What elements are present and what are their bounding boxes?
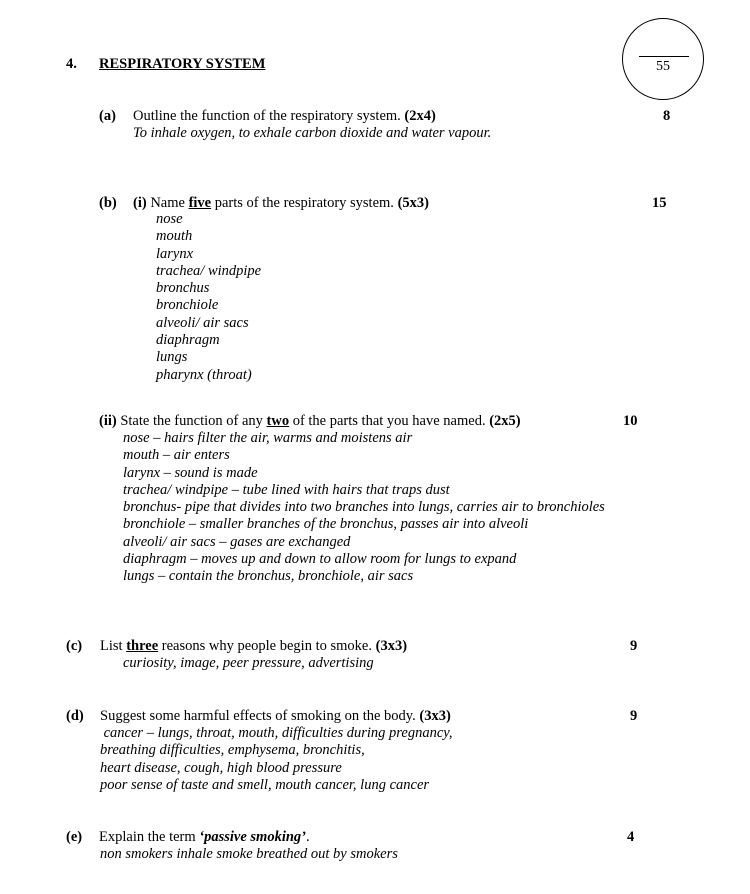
part-b-i-post: parts of the respiratory system. xyxy=(211,195,394,211)
part-c-alloc: (3x3) xyxy=(375,638,408,654)
answer-line: breathing difficulties, emphysema, bronchitis, xyxy=(100,742,365,759)
section-title: RESPIRATORY SYSTEM xyxy=(99,56,266,72)
part-b-ii-alloc: (2x5) xyxy=(489,413,521,429)
answer-line: mouth – air enters xyxy=(123,447,230,464)
answer-line: trachea/ windpipe xyxy=(156,262,262,279)
part-c-answer: curiosity, image, peer pressure, advertising xyxy=(123,655,374,671)
part-b-i-marks: 15 xyxy=(652,195,667,211)
part-a-question xyxy=(133,108,436,125)
part-e-question xyxy=(99,829,310,846)
answer-line: larynx – sound is made xyxy=(123,464,258,481)
part-a-marks: 8 xyxy=(663,108,671,124)
answer-line: bronchus xyxy=(156,280,210,297)
part-b-label: (b) xyxy=(99,195,117,211)
answer-line: lungs xyxy=(156,349,188,366)
part-b-ii-answers xyxy=(123,430,605,586)
part-d-answers xyxy=(100,725,453,794)
part-a-question-text: Outline the function of the respiratory system. xyxy=(133,108,401,124)
part-e-term: ‘passive smoking’ xyxy=(199,829,306,845)
part-a-alloc: (2x4) xyxy=(404,108,436,124)
total-marks-divider xyxy=(639,56,689,57)
answer-line: nose – hairs filter the air, warms and moistens air xyxy=(123,430,413,446)
answer-line: diaphragm – moves up and down to allow room for lungs to expand xyxy=(123,551,517,568)
question-number: 4. xyxy=(66,56,77,72)
part-b-i-pre: Name xyxy=(150,195,189,211)
part-d-label: (d) xyxy=(66,708,84,724)
part-b-ii-post: of the parts that you have named. xyxy=(289,413,486,429)
part-a-label: (a) xyxy=(99,108,116,124)
part-b-i-label: (i) xyxy=(133,195,147,211)
part-a-answer: To inhale oxygen, to exhale carbon dioxide and water vapour. xyxy=(133,125,492,141)
part-c-question xyxy=(100,638,407,655)
part-c-emph: three xyxy=(126,638,159,654)
answer-line: alveoli/ air sacs xyxy=(156,314,249,331)
answer-line: poor sense of taste and smell, mouth cancer, lung cancer xyxy=(100,776,430,793)
answer-line: cancer – lungs, throat, mouth, difficulties during pregnancy, xyxy=(100,725,453,741)
part-d-marks: 9 xyxy=(630,708,638,724)
part-c-pre: List xyxy=(100,638,127,654)
answer-line: larynx xyxy=(156,245,194,262)
part-c-post: reasons why people begin to smoke. xyxy=(158,638,372,654)
part-e-pre: Explain the term xyxy=(99,829,200,845)
part-e-label: (e) xyxy=(66,829,83,845)
part-b-ii-question xyxy=(99,413,521,430)
part-b-ii-marks: 10 xyxy=(623,413,638,429)
part-b-i-alloc: (5x3) xyxy=(397,195,429,211)
answer-line: mouth xyxy=(156,228,193,245)
part-b-ii-pre: State the function of any xyxy=(120,413,267,429)
part-e-post: . xyxy=(306,829,310,845)
answer-line: bronchiole xyxy=(156,297,219,314)
answer-line: diaphragm xyxy=(156,332,220,349)
total-marks-circle xyxy=(622,18,704,100)
answer-line: bronchiole – smaller branches of the bronchus, passes air into alveoli xyxy=(123,516,529,533)
answer-line: lungs – contain the bronchus, bronchiole, air sacs xyxy=(123,568,414,585)
part-d-question-text: Suggest some harmful effects of smoking on the body. xyxy=(100,708,416,724)
answer-line: pharynx (throat) xyxy=(156,366,252,383)
part-d-alloc: (3x3) xyxy=(419,708,451,724)
answer-line: alveoli/ air sacs – gases are exchanged xyxy=(123,533,351,550)
total-marks: 55 xyxy=(656,59,670,74)
answer-line: heart disease, cough, high blood pressure xyxy=(100,759,342,776)
part-e-marks: 4 xyxy=(627,829,635,845)
part-b-ii-emph: two xyxy=(266,413,290,429)
part-b-i-question xyxy=(133,195,429,212)
part-e-answer: non smokers inhale smoke breathed out by smokers xyxy=(100,846,398,862)
part-c-label: (c) xyxy=(66,638,83,654)
answer-line: bronchus- pipe that divides into two branches into lungs, carries air to bronchioles xyxy=(123,499,605,516)
part-b-ii-label: (ii) xyxy=(99,413,117,429)
part-b-i-emph: five xyxy=(188,195,212,211)
part-d-question xyxy=(100,708,451,725)
part-c-marks: 9 xyxy=(630,638,638,654)
part-b-i-answers xyxy=(156,211,261,384)
answer-line: nose xyxy=(156,211,183,227)
answer-line: trachea/ windpipe – tube lined with hairs that traps dust xyxy=(123,481,450,498)
